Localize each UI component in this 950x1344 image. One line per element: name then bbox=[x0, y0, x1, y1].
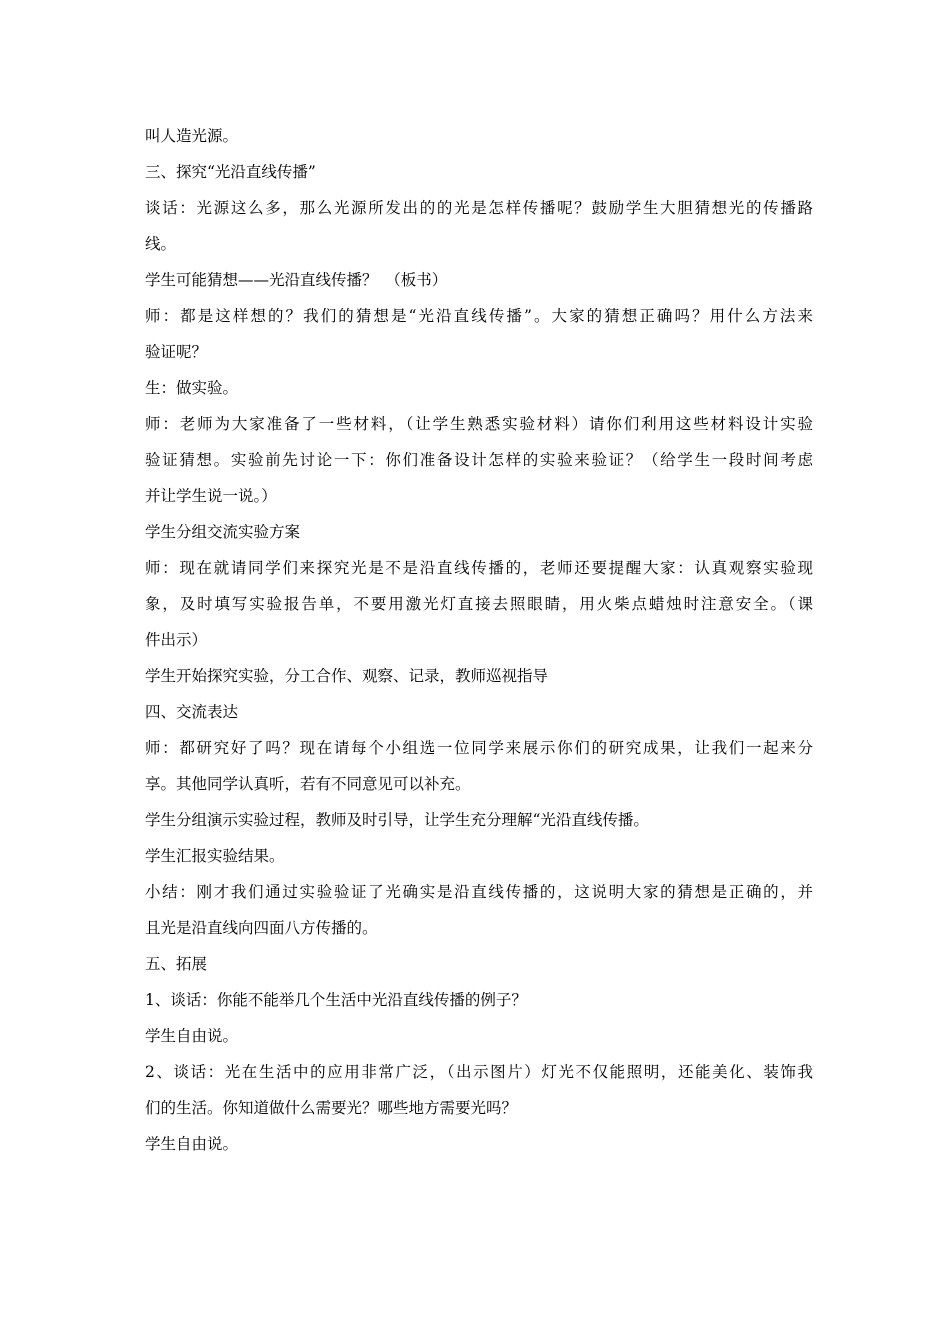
text-line: 们的生活。你知道做什么需要光？哪些地方需要光吗？ bbox=[145, 1099, 518, 1117]
section-heading: 五、拓展 bbox=[145, 955, 208, 973]
text-line: 学生分组交流实验方案 bbox=[145, 523, 301, 541]
text-line: 学生自由说。 bbox=[145, 1135, 239, 1153]
text-line: 师：都是这样想的？我们的猜想是“光沿直线传播”。大家的猜想正确吗？用什么方法来 bbox=[145, 307, 813, 325]
text-line: 谈话：光源这么多，那么光源所发出的的光是怎样传播呢？鼓励学生大胆猜想光的传播路 bbox=[145, 199, 813, 217]
text-line: 并让学生说一说。） bbox=[145, 487, 277, 505]
text-line: 且光是沿直线向四面八方传播的。 bbox=[145, 919, 378, 937]
text-line: 生：做实验。 bbox=[145, 379, 239, 397]
text-line: 学生汇报实验结果。 bbox=[145, 847, 285, 865]
text-line: 学生开始探究实验，分工合作、观察、记录，教师巡视指导 bbox=[145, 667, 549, 685]
section-heading: 四、交流表达 bbox=[145, 703, 239, 721]
text-line: 象，及时填写实验报告单，不要用激光灯直接去照眼睛，用火柴点蜡烛时注意安全。（课 bbox=[145, 595, 813, 613]
text-line: 学生自由说。 bbox=[145, 1027, 239, 1045]
text-line: 验证呢？ bbox=[145, 343, 208, 361]
text-line: 件出示） bbox=[145, 631, 208, 649]
text-line: 学生分组演示实验过程，教师及时引导，让学生充分理解“光沿直线传播。 bbox=[145, 811, 649, 829]
section-heading: 三、探究“光沿直线传播” bbox=[145, 163, 316, 181]
text-line: 学生可能猜想——光沿直线传播？ （板书） bbox=[145, 271, 448, 289]
text-line: 线。 bbox=[145, 235, 177, 253]
text-line: 享。其他同学认真听，若有不同意见可以补充。 bbox=[145, 775, 471, 793]
text-line: 验证猜想。实验前先讨论一下：你们准备设计怎样的实验来验证？（给学生一段时间考虑 bbox=[145, 451, 813, 469]
text-line: 1、谈话：你能不能举几个生活中光沿直线传播的例子？ bbox=[145, 991, 527, 1009]
text-line: 师：老师为大家准备了一些材料，（让学生熟悉实验材料）请你们利用这些材料设计实验 bbox=[145, 415, 813, 433]
text-line: 叫人造光源。 bbox=[145, 127, 239, 145]
text-line: 2、谈话：光在生活中的应用非常广泛，（出示图片）灯光不仅能照明，还能美化、装饰我 bbox=[145, 1063, 813, 1081]
document-body bbox=[145, 118, 813, 1162]
text-line: 师：都研究好了吗？现在请每个小组选一位同学来展示你们的研究成果，让我们一起来分 bbox=[145, 739, 813, 757]
text-line: 小结：刚才我们通过实验验证了光确实是沿直线传播的，这说明大家的猜想是正确的，并 bbox=[145, 883, 813, 901]
text-line: 师：现在就请同学们来探究光是不是沿直线传播的，老师还要提醒大家：认真观察实验现 bbox=[145, 559, 813, 577]
